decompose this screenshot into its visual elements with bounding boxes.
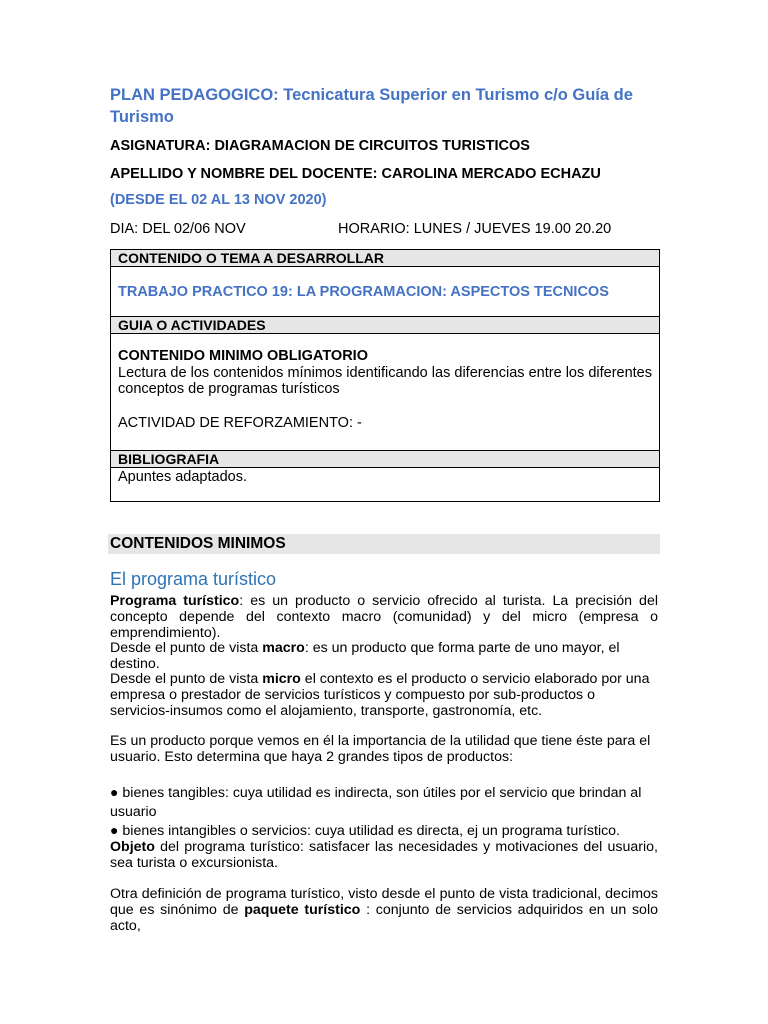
horario: HORARIO: LUNES / JUEVES 19.00 20.20 [338,221,612,237]
paragraph-macro [110,640,658,672]
bullet-tangibles [110,783,658,822]
paragraph-text: del programa turístico: satisfacer las necesidades y motivaciones del usuario, sea turista o excursionista. [110,839,658,871]
asignatura: ASIGNATURA: DIAGRAMACION DE CIRCUITOS TURISTICOS [110,138,530,154]
plan-table [110,249,660,502]
paragraph-text: el contexto es el producto o servicio elaborado por una empresa o prestador de servicios turísticos y compuesto por sub-productos o servicios-insumos como el alojamiento, transporte, gastronomía, etc. [110,671,650,719]
section-title: CONTENIDOS MINIMOS [108,534,660,554]
bold-term: paquete turístico [244,902,361,918]
paragraph-text: : es un producto o servicio ofrecido al turista. La precisión del concepto depende del contexto macro (comunidad) y del micro (empresa o emprendimiento). [110,593,658,641]
lectura-text: Lectura de los contenidos mínimos identificando las diferencias entre los diferentes conceptos de programas turísticos [118,365,652,397]
bullet-icon: ● [110,784,119,800]
contenido-minimo-label: CONTENIDO MINIMO OBLIGATORIO [118,348,368,364]
bold-term: Objeto [110,839,155,855]
paragraph-producto: Es un producto porque vemos en él la importancia de la utilidad que tiene éste para el usuario. Esto determina que haya 2 grandes tipos de productos: [110,733,651,765]
paragraph-text: Desde el punto de vista [110,671,263,687]
paragraph-objeto [110,839,658,871]
table-bibliografia: Apuntes adaptados. [118,469,247,485]
paragraph-paquete [110,886,658,934]
bold-term: micro [262,671,301,687]
table-header-guia: GUIA O ACTIVIDADES [111,317,659,334]
paragraph-micro [110,671,658,719]
bullet-text: bienes intangibles o servicios: cuya utilidad es directa, ej un programa turístico. [118,823,621,839]
table-tema: TRABAJO PRACTICO 19: LA PROGRAMACION: ASPECTOS TECNICOS [111,267,659,317]
bullet-intangibles [110,822,658,839]
bold-term: Programa turístico [110,593,240,609]
paragraph-text: : conjunto de servicios adquiridos en un solo acto, [110,902,658,934]
bold-term: macro [262,640,305,656]
paragraph-programa [110,593,658,641]
table-header-bibliografia: BIBLIOGRAFIA [111,451,659,468]
paragraph-text: Desde el punto de vista [110,640,263,656]
subtitle: El programa turístico [110,569,277,589]
date-range: (DESDE EL 02 AL 13 NOV 2020) [110,192,327,208]
bullet-text: bienes tangibles: cuya utilidad es indirecta, son útiles por el servicio que brindan al usuario [110,785,642,820]
table-header-contenido: CONTENIDO O TEMA A DESARROLLAR [111,250,659,267]
refuerzo-text: ACTIVIDAD DE REFORZAMIENTO: - [118,415,362,431]
plan-title: PLAN PEDAGOGICO: Tecnicatura Superior en Turismo c/o Guía de Turismo [110,86,633,126]
paragraph-text: Otra definición de programa turístico, visto desde el punto de vista tradicional, decimos que es sinónimo de [110,886,658,918]
paragraph-text: : es un producto que forma parte de uno mayor, el destino. [110,640,620,672]
docente: APELLIDO Y NOMBRE DEL DOCENTE: CAROLINA MERCADO ECHAZU [110,166,601,182]
table-actividades [111,334,659,451]
bullet-icon: ● [110,822,119,838]
dia: DIA: DEL 02/06 NOV [110,221,246,237]
